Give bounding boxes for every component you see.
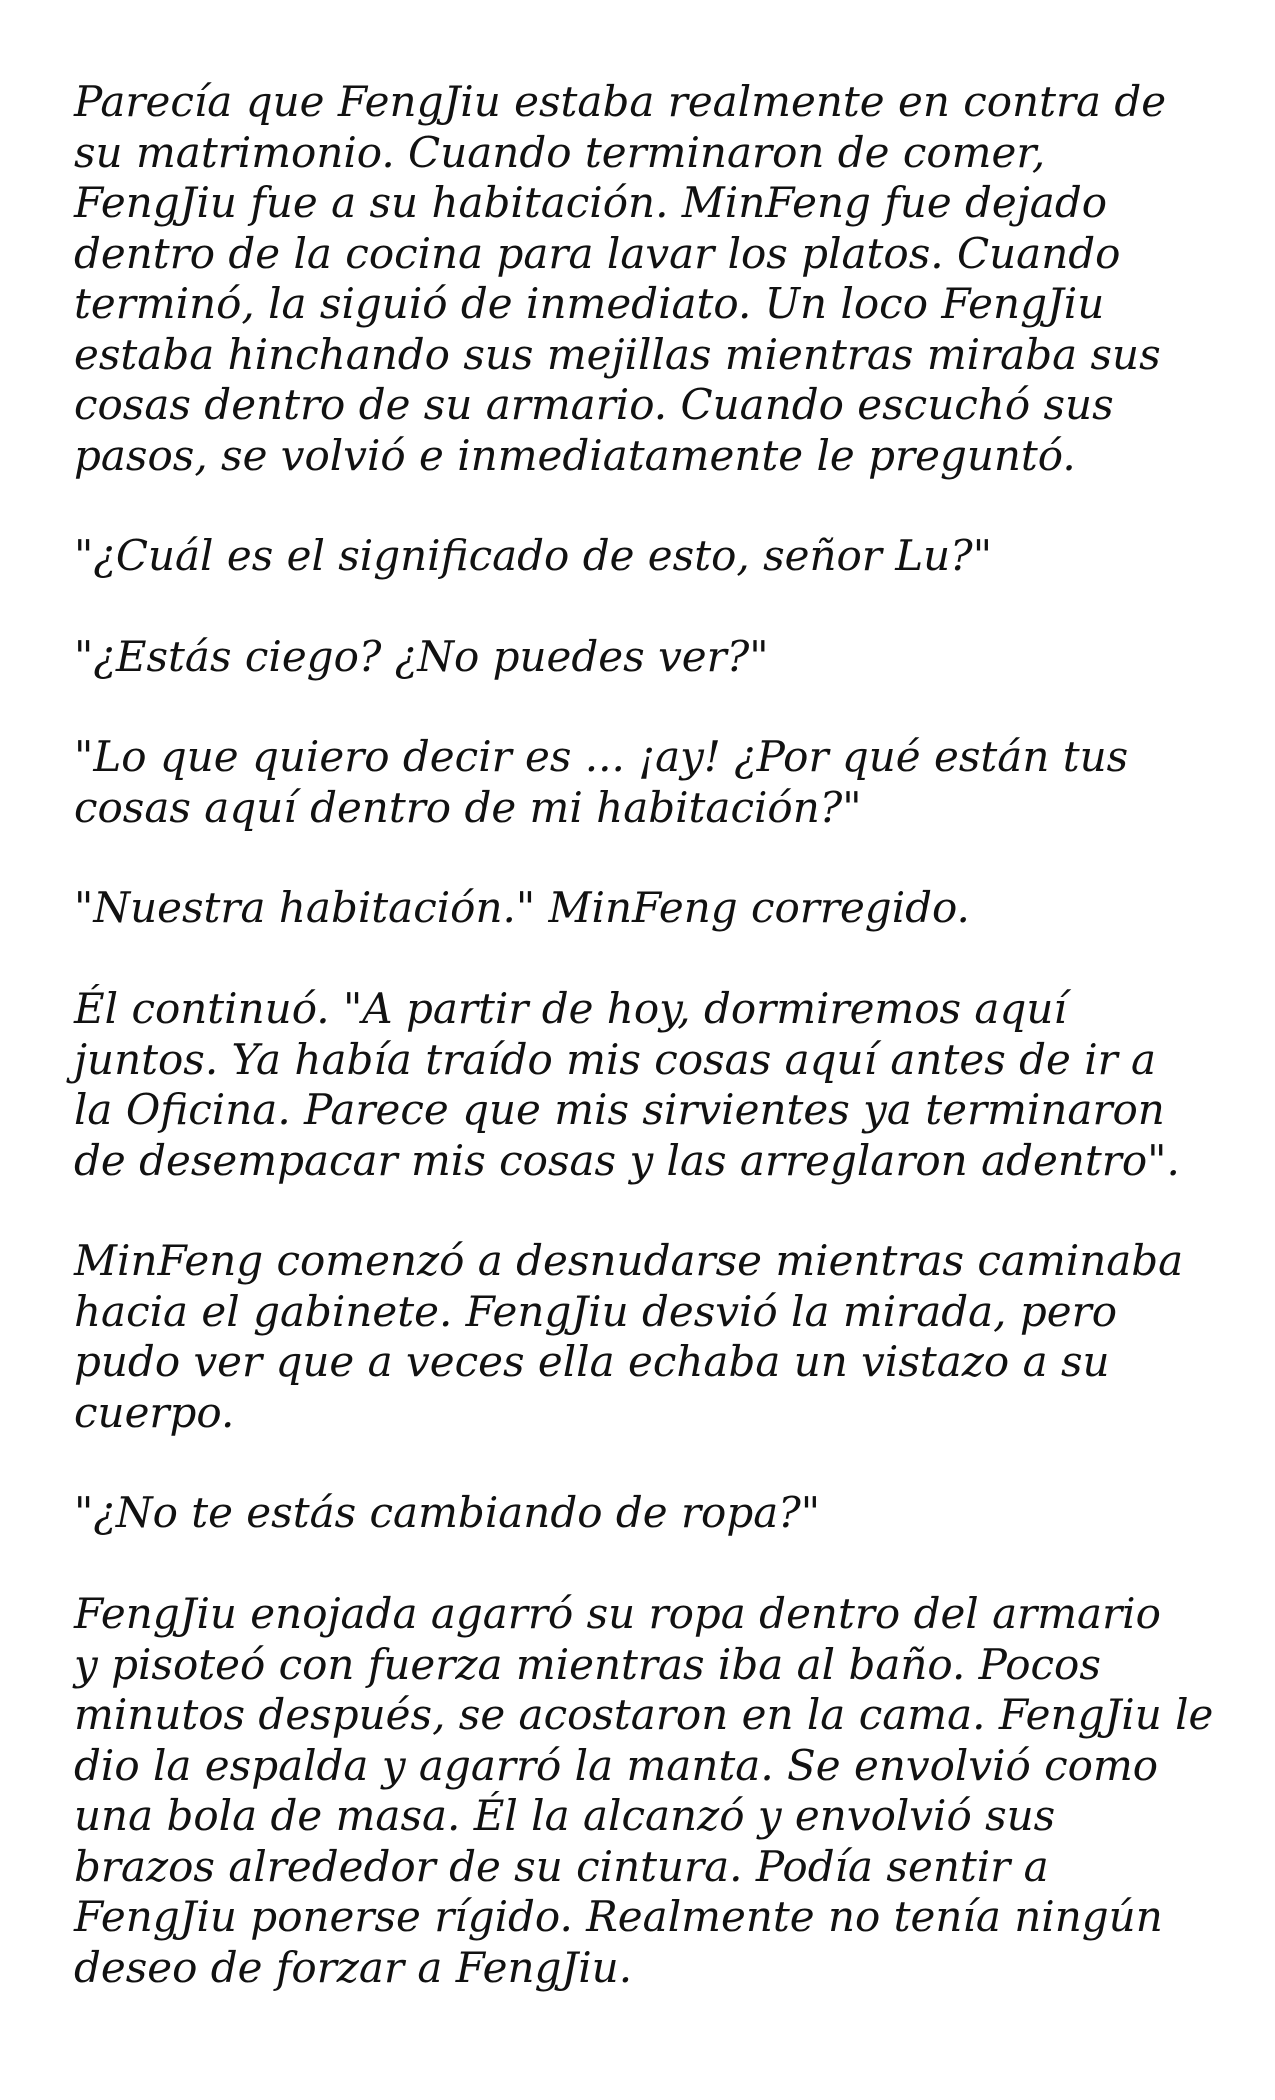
paragraph-line: de desempacar mis cosas y las arreglaron adentro".: [74, 1135, 1180, 1185]
paragraph-line: brazos alrededor de su cintura. Podía sentir a: [74, 1841, 1049, 1891]
paragraph-line: Parecía que FengJiu estaba realmente en contra de: [74, 77, 1167, 126]
paragraph-4: [74, 732, 1224, 833]
paragraph-line: Él continuó. "A partir de hoy, dormiremos aquí: [74, 984, 1067, 1033]
paragraph-line: minutos después, se acostaron en la cama. FengJiu le: [74, 1690, 1214, 1739]
paragraph-line: pudo ver que a veces ella echaba un vistazo a su: [74, 1337, 1110, 1386]
paragraph-line: dentro de la cocina para lavar los platos. Cuando: [74, 228, 1121, 278]
paragraph-3: [74, 632, 1224, 683]
paragraph-line: cosas aquí dentro de mi habitación?": [74, 782, 862, 832]
paragraph-line: FengJiu fue a su habitación. MinFeng fue dejado: [74, 178, 1108, 227]
paragraph-7: [74, 1236, 1224, 1438]
paragraph-8: [74, 1488, 1224, 1539]
paragraph-1: [74, 77, 1224, 481]
paragraph-line: hacia el gabinete. FengJiu desvió la mirada, pero: [74, 1286, 1117, 1336]
paragraph-line: cosas dentro de su armario. Cuando escuchó sus: [74, 380, 1114, 429]
paragraph-line: FengJiu enojada agarró su ropa dentro del armario: [74, 1589, 1161, 1638]
paragraph-line: terminó, la siguió de inmediato. Un loco FengJiu: [74, 279, 1105, 328]
paragraph-line: MinFeng comenzó a desnudarse mientras caminaba: [74, 1236, 1184, 1285]
paragraph-5: [74, 883, 1224, 934]
paragraph-line: FengJiu ponerse rígido. Realmente no tenía ningún: [74, 1892, 1163, 1941]
paragraph-6: [74, 984, 1224, 1186]
paragraph-line: cuerpo.: [74, 1387, 235, 1437]
paragraph-line: pasos, se volvió e inmediatamente le preguntó.: [74, 430, 1076, 480]
paragraph-2: [74, 531, 1224, 582]
paragraph-line: estaba hinchando sus mejillas mientras miraba sus: [74, 329, 1161, 379]
paragraph-line: "¿No te estás cambiando de ropa?": [74, 1488, 821, 1537]
paragraph-line: dio la espalda y agarró la manta. Se envolvió como: [74, 1740, 1159, 1790]
paragraph-9: [74, 1589, 1224, 1993]
paragraph-line: "Nuestra habitación." MinFeng corregido.: [74, 883, 970, 932]
paragraph-line: y pisoteó con fuerza mientras iba al baño. Pocos: [74, 1639, 1101, 1689]
paragraph-line: "¿Cuál es el significado de esto, señor Lu?": [74, 531, 993, 580]
paragraph-line: "Lo que quiero decir es ... ¡ay! ¿Por qué están tus: [74, 732, 1129, 781]
paragraph-line: una bola de masa. Él la alcanzó y envolvió sus: [74, 1791, 1056, 1840]
paragraph-line: deseo de forzar a FengJiu.: [74, 1942, 633, 1992]
paragraph-line: su matrimonio. Cuando terminaron de comer,: [74, 127, 1046, 177]
paragraph-line: la Oficina. Parece que mis sirvientes ya terminaron: [74, 1085, 1165, 1134]
paragraph-line: "¿Estás ciego? ¿No puedes ver?": [74, 632, 769, 681]
paragraph-line: juntos. Ya había traído mis cosas aquí antes de ir a: [74, 1034, 1157, 1084]
